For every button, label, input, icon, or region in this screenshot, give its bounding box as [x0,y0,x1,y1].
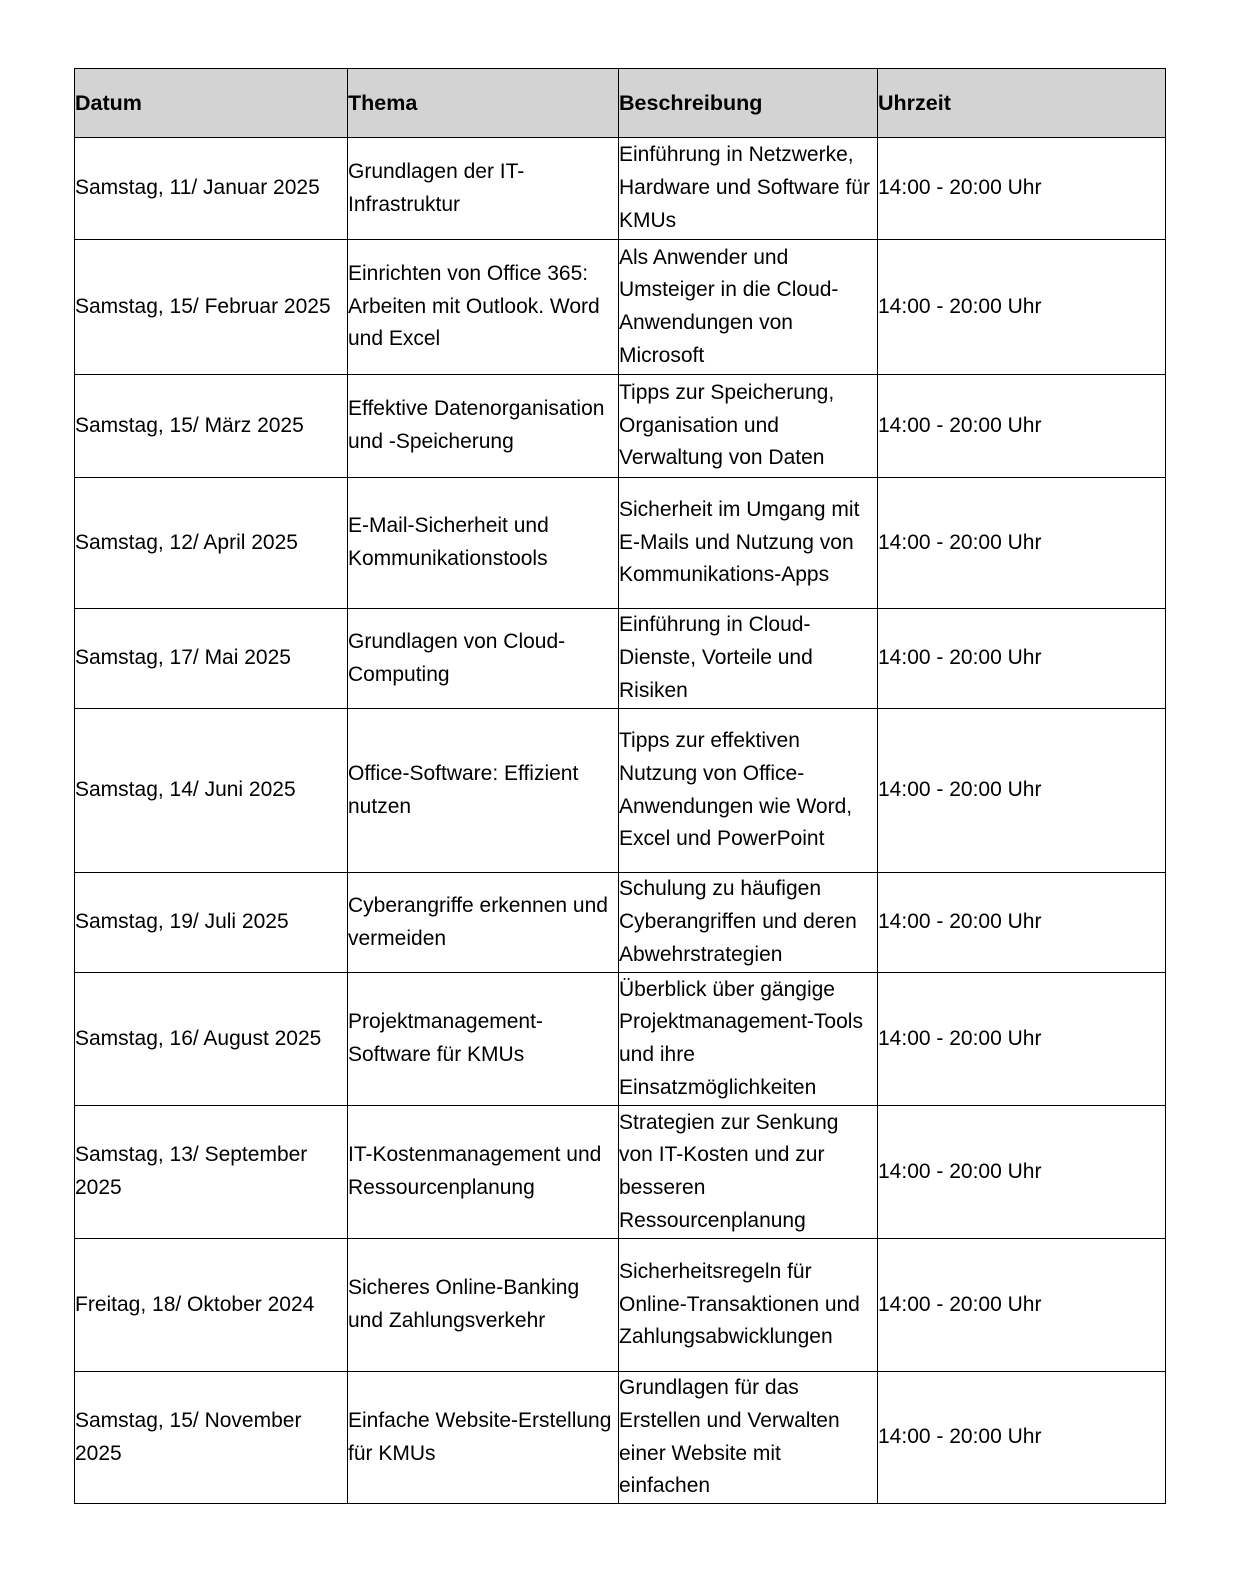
cell-datum: Samstag, 12/ April 2025 [75,478,348,609]
cell-beschreibung: Als Anwender und Umsteiger in die Cloud-Anwendungen von Microsoft [619,240,878,375]
cell-thema: Cyberangriffe erkennen und vermeiden [348,873,619,973]
table-row [75,478,1166,609]
cell-thema: Grundlagen von Cloud-Computing [348,609,619,709]
cell-beschreibung: Einführung in Netzwerke, Hardware und Software für KMUs [619,138,878,240]
cell-datum: Samstag, 15/ Februar 2025 [75,240,348,375]
cell-thema: Sicheres Online-Banking und Zahlungsverkehr [348,1239,619,1372]
cell-beschreibung: Überblick über gängige Projektmanagement-Tools und ihre Einsatzmöglichkeiten [619,973,878,1106]
table-row [75,1106,1166,1239]
cell-beschreibung: Grundlagen für das Erstellen und Verwalten einer Website mit einfachen [619,1372,878,1504]
column-header-uhrzeit: Uhrzeit [878,69,1166,138]
cell-thema: E-Mail-Sicherheit und Kommunikationstools [348,478,619,609]
cell-beschreibung: Sicherheit im Umgang mit E-Mails und Nutzung von Kommunikations-Apps [619,478,878,609]
cell-uhrzeit: 14:00 - 20:00 Uhr [878,375,1166,478]
schedule-table [74,68,1166,1504]
table-row [75,609,1166,709]
table-row [75,873,1166,973]
cell-datum: Samstag, 13/ September 2025 [75,1106,348,1239]
column-header-beschreibung: Beschreibung [619,69,878,138]
table-row [75,709,1166,873]
table-header [75,69,1166,138]
cell-uhrzeit: 14:00 - 20:00 Uhr [878,1372,1166,1504]
cell-beschreibung: Schulung zu häufigen Cyberangriffen und deren Abwehrstrategien [619,873,878,973]
cell-datum: Freitag, 18/ Oktober 2024 [75,1239,348,1372]
cell-uhrzeit: 14:00 - 20:00 Uhr [878,973,1166,1106]
column-header-thema: Thema [348,69,619,138]
table-row [75,973,1166,1106]
cell-beschreibung: Tipps zur effektiven Nutzung von Office-Anwendungen wie Word, Excel und PowerPoint [619,709,878,873]
table-header-row [75,69,1166,138]
cell-datum: Samstag, 16/ August 2025 [75,973,348,1106]
cell-uhrzeit: 14:00 - 20:00 Uhr [878,478,1166,609]
cell-uhrzeit: 14:00 - 20:00 Uhr [878,1106,1166,1239]
table-row [75,1239,1166,1372]
cell-thema: Projektmanagement-Software für KMUs [348,973,619,1106]
cell-datum: Samstag, 15/ März 2025 [75,375,348,478]
cell-beschreibung: Sicherheitsregeln für Online-Transaktionen und Zahlungsabwicklungen [619,1239,878,1372]
cell-uhrzeit: 14:00 - 20:00 Uhr [878,1239,1166,1372]
cell-thema: Einfache Website-Erstellung für KMUs [348,1372,619,1504]
table-row [75,1372,1166,1504]
cell-thema: IT-Kostenmanagement und Ressourcenplanung [348,1106,619,1239]
cell-uhrzeit: 14:00 - 20:00 Uhr [878,609,1166,709]
cell-uhrzeit: 14:00 - 20:00 Uhr [878,709,1166,873]
cell-thema: Effektive Datenorganisation und -Speicherung [348,375,619,478]
table-row [75,138,1166,240]
cell-uhrzeit: 14:00 - 20:00 Uhr [878,138,1166,240]
cell-uhrzeit: 14:00 - 20:00 Uhr [878,873,1166,973]
cell-datum: Samstag, 15/ November 2025 [75,1372,348,1504]
table-row [75,240,1166,375]
cell-datum: Samstag, 19/ Juli 2025 [75,873,348,973]
cell-thema: Einrichten von Office 365: Arbeiten mit Outlook. Word und Excel [348,240,619,375]
cell-uhrzeit: 14:00 - 20:00 Uhr [878,240,1166,375]
cell-beschreibung: Einführung in Cloud-Dienste, Vorteile und Risiken [619,609,878,709]
column-header-datum: Datum [75,69,348,138]
table-row [75,375,1166,478]
cell-thema: Grundlagen der IT-Infrastruktur [348,138,619,240]
cell-datum: Samstag, 17/ Mai 2025 [75,609,348,709]
cell-datum: Samstag, 14/ Juni 2025 [75,709,348,873]
table-body [75,138,1166,1504]
cell-datum: Samstag, 11/ Januar 2025 [75,138,348,240]
cell-beschreibung: Strategien zur Senkung von IT-Kosten und zur besseren Ressourcenplanung [619,1106,878,1239]
cell-thema: Office-Software: Effizient nutzen [348,709,619,873]
cell-beschreibung: Tipps zur Speicherung, Organisation und Verwaltung von Daten [619,375,878,478]
